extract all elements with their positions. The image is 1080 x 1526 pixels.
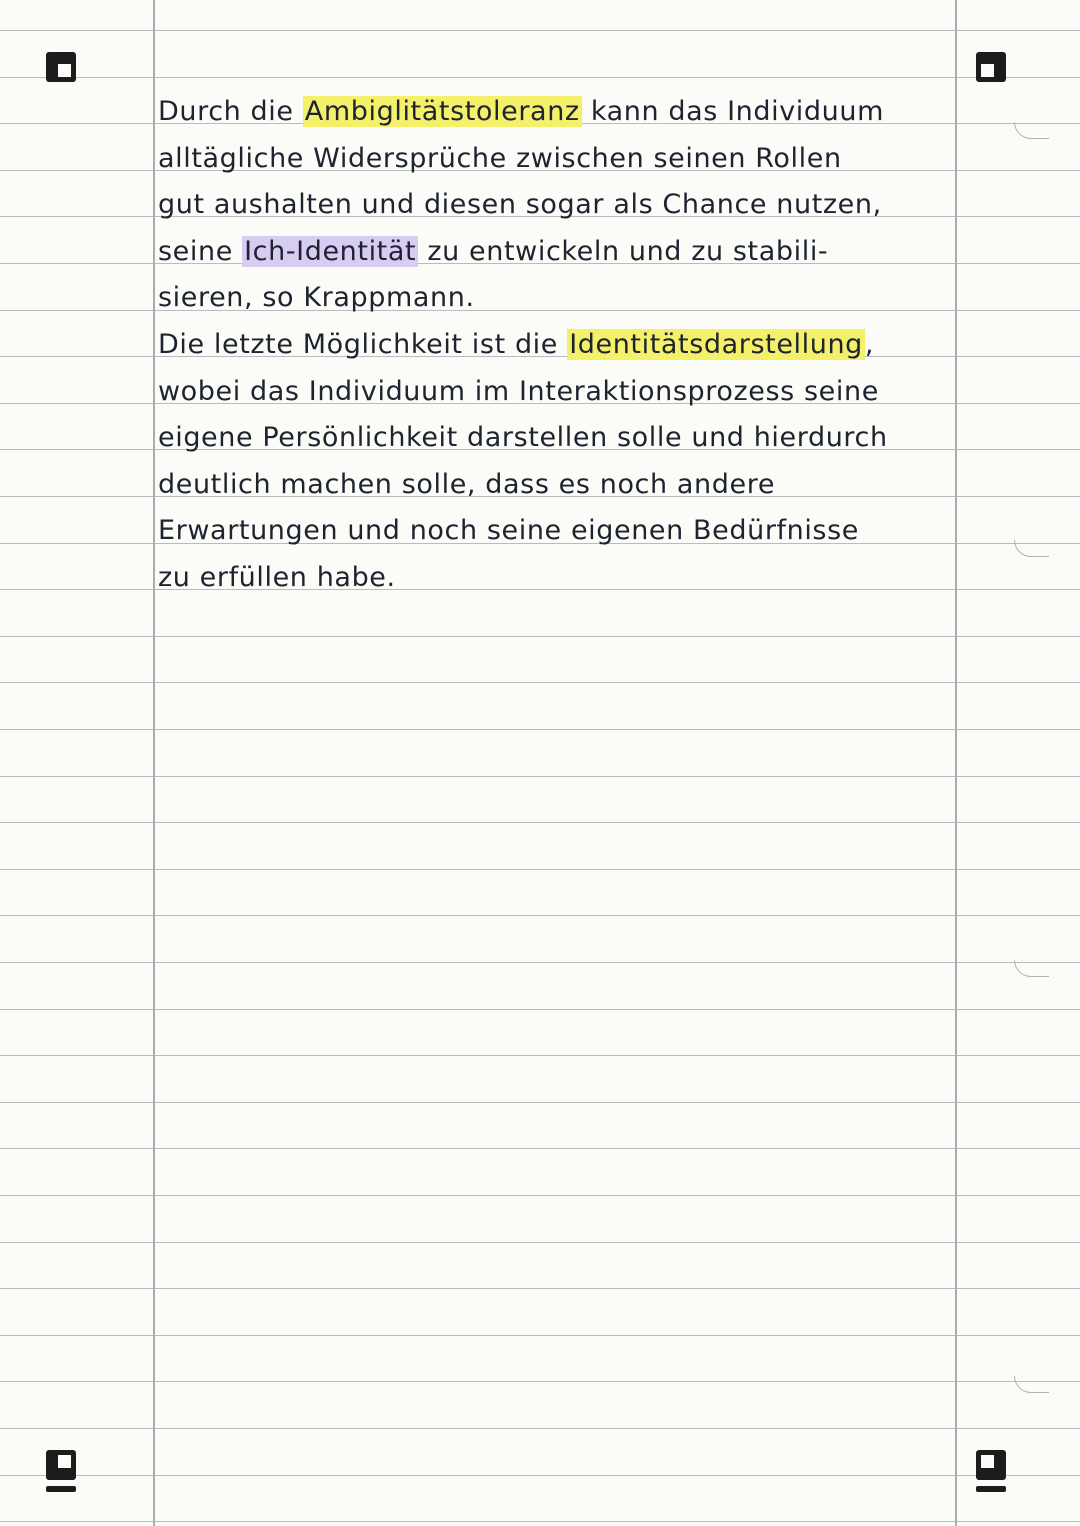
corner-marker-bottom-right-bar-icon — [976, 1486, 1006, 1492]
text-segment: zu entwickeln und zu stabili- — [418, 235, 829, 267]
punch-hole-icon — [1014, 540, 1049, 557]
ruled-line — [0, 915, 1080, 916]
corner-marker-top-left-icon — [46, 52, 76, 82]
punch-hole-icon — [1014, 1376, 1049, 1393]
ruled-line — [0, 822, 1080, 823]
ruled-line — [0, 636, 1080, 637]
punch-hole-icon — [1014, 960, 1049, 977]
text-segment: kann das Individuum — [581, 96, 884, 127]
ruled-line — [0, 869, 1080, 870]
punch-hole-icon — [1014, 122, 1049, 139]
text-line — [158, 329, 874, 373]
highlighted-term: Identitätsdarstellung — [569, 329, 863, 360]
ruled-line — [0, 1335, 1080, 1336]
ruled-line — [0, 1242, 1080, 1243]
text-line — [158, 515, 859, 559]
ruled-line — [0, 729, 1080, 730]
corner-marker-bottom-left-icon — [46, 1450, 76, 1480]
ruled-line — [0, 682, 1080, 683]
text-line — [158, 562, 396, 606]
corner-marker-top-right-icon — [976, 52, 1006, 82]
text-segment: Die letzte Möglichkeit ist die — [158, 329, 568, 360]
ruled-line — [0, 1381, 1080, 1382]
ruled-line — [0, 1055, 1080, 1056]
ruled-line — [0, 1195, 1080, 1196]
text-line — [158, 189, 882, 233]
text-line — [158, 376, 879, 420]
ruled-line — [0, 1475, 1080, 1476]
right-margin-line — [955, 0, 957, 1526]
text-segment: seine — [158, 235, 243, 267]
ruled-line — [0, 1009, 1080, 1010]
text-line — [158, 236, 828, 280]
text-segment: zu erfüllen habe. — [158, 562, 396, 593]
ruled-line — [0, 776, 1080, 777]
text-segment: Durch die — [158, 96, 303, 127]
text-segment: alltägliche Widersprüche zwischen seinen Rollen — [158, 142, 842, 174]
ruled-line — [0, 1288, 1080, 1289]
text-segment: deutlich machen solle, dass es noch andere — [158, 468, 776, 500]
text-segment: Erwartungen und noch seine eigenen Bedürfnisse — [158, 515, 859, 547]
ruled-line — [0, 1521, 1080, 1522]
text-segment: , — [864, 329, 875, 360]
text-line — [158, 469, 775, 513]
ruled-line — [0, 77, 1080, 78]
text-segment: gut aushalten und diesen sogar als Chance nutzen, — [158, 189, 882, 221]
text-line — [158, 143, 842, 187]
text-line — [158, 96, 884, 140]
ruled-line — [0, 1148, 1080, 1149]
ruled-line — [0, 1428, 1080, 1429]
highlighted-term: Ich-Identität — [244, 235, 417, 267]
text-segment: eigene Persönlichkeit darstellen solle und hierdurch — [158, 422, 888, 454]
text-line — [158, 282, 475, 326]
left-margin-line — [153, 0, 155, 1526]
ruled-line — [0, 962, 1080, 963]
ruled-line — [0, 30, 1080, 31]
text-line — [158, 422, 888, 466]
ruled-line — [0, 1102, 1080, 1103]
corner-marker-bottom-right-icon — [976, 1450, 1006, 1480]
highlighted-term: Ambiglitätstoleranz — [304, 96, 580, 127]
corner-marker-bottom-left-bar-icon — [46, 1486, 76, 1492]
text-segment: wobei das Individuum im Interaktionsprozess seine — [158, 375, 879, 407]
text-segment: sieren, so Krappmann. — [158, 282, 475, 314]
